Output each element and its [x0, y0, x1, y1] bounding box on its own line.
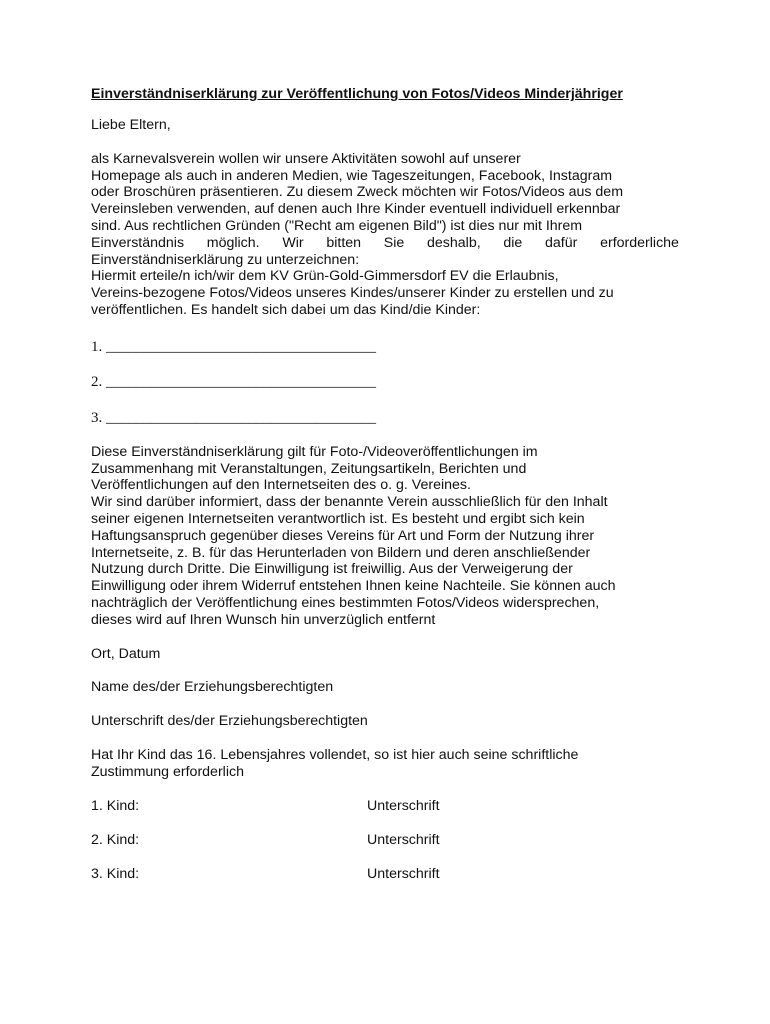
paragraph-line-justified — [91, 235, 679, 252]
paragraph-line: Vereinsleben verwenden, auf denen auch Ihre Kinder eventuell individuell erkennbar — [91, 201, 621, 218]
word: möglich. — [206, 234, 260, 251]
greeting: Liebe Eltern, — [91, 117, 171, 133]
paragraph-line: Wir sind darüber informiert, dass der benannte Verein ausschließlich für den Inhalt — [91, 494, 608, 511]
paragraph-line: Zusammenhang mit Veranstaltungen, Zeitungsartikeln, Berichten und — [91, 460, 527, 477]
kid-label: 2. Kind: — [91, 831, 140, 848]
paragraph-line: veröffentlichen. Es handelt sich dabei um das Kind/die Kinder: — [91, 301, 481, 318]
paragraph-line: Vereins-bezogene Fotos/Videos unseres Kindes/unserer Kinder zu erstellen und zu — [91, 285, 614, 302]
paragraph-line: nachträglich der Veröffentlichung eines bestimmten Fotos/Videos widersprechen, — [91, 594, 600, 611]
paragraph-line: Veröffentlichungen auf den Internetseiten des o. g. Vereines. — [91, 477, 471, 494]
note-line: Hat Ihr Kind das 16. Lebensjahres vollendet, so ist hier auch seine schriftliche — [91, 746, 579, 763]
kid-signature-row-1 — [91, 798, 681, 815]
child-name-line-3[interactable]: 3. ____________________________________ — [91, 409, 376, 426]
paragraph-line: Haftungsanspruch gegenüber dieses Vereins für Art und Form der Nutzung ihrer — [91, 527, 595, 544]
word: deshalb, — [427, 234, 481, 251]
word: dafür — [545, 234, 578, 251]
kid-signature-field[interactable]: Unterschrift — [367, 831, 440, 848]
paragraph-line: Hiermit erteile/n ich/wir dem KV Grün-Gold-Gimmersdorf EV die Erlaubnis, — [91, 268, 559, 285]
paragraph-line: Internetseite, z. B. für das Herunterladen von Bildern und deren anschließender — [91, 544, 591, 561]
paragraph-line: Diese Einverständniserklärung gilt für Foto-/Videoveröffentlichungen im — [91, 443, 538, 460]
word: Sie — [383, 234, 405, 251]
kid-signature-field[interactable]: Unterschrift — [367, 865, 440, 882]
place-date-field[interactable]: Ort, Datum — [91, 645, 161, 662]
kid-label: 3. Kind: — [91, 865, 140, 882]
consent-paragraph — [91, 444, 681, 629]
intro-paragraph — [91, 151, 681, 319]
paragraph-line: als Karnevalsverein wollen wir unsere Aktivitäten sowohl auf unserer — [91, 150, 521, 167]
paragraph-line: oder Broschüren präsentieren. Zu diesem Zweck möchten wir Fotos/Videos aus dem — [91, 184, 624, 201]
paragraph-line: Homepage als auch in anderen Medien, wie Tageszeitungen, Facebook, Instagram — [91, 167, 613, 184]
guardian-signature-field[interactable]: Unterschrift des/der Erziehungsberechtigten — [91, 713, 368, 730]
document-title: Einverständniserklärung zur Veröffentlichung von Fotos/Videos Minderjähriger — [91, 86, 623, 102]
children-list — [91, 338, 681, 427]
word: die — [503, 234, 523, 251]
age-note — [91, 747, 681, 781]
paragraph-line: Einverständniserklärung zu unterzeichnen: — [91, 251, 360, 268]
word: bitten — [326, 234, 362, 251]
note-line: Zustimmung erforderlich — [91, 763, 244, 780]
guardian-name-field[interactable]: Name des/der Erziehungsberechtigten — [91, 679, 334, 696]
kid-label: 1. Kind: — [91, 797, 140, 814]
word: Wir — [282, 234, 304, 251]
word: erforderliche — [600, 234, 679, 251]
word: Einverständnis — [91, 234, 185, 251]
kid-signature-field[interactable]: Unterschrift — [367, 797, 440, 814]
child-name-line-1[interactable]: 1. ____________________________________ — [91, 338, 376, 355]
document-page — [91, 86, 681, 883]
paragraph-line: Einwilligung oder ihrem Widerruf entstehen Ihnen keine Nachteile. Sie können auch — [91, 578, 616, 595]
paragraph-line: sind. Aus rechtlichen Gründen ("Recht am eigenen Bild") ist dies nur mit Ihrem — [91, 217, 583, 234]
paragraph-line: Nutzung durch Dritte. Die Einwilligung ist freiwillig. Aus der Verweigerung der — [91, 561, 573, 578]
paragraph-line: seiner eigenen Internetseiten verantwortlich ist. Es besteht und ergibt sich kein — [91, 510, 585, 527]
kid-signature-row-2 — [91, 832, 681, 849]
kid-signature-row-3 — [91, 866, 681, 883]
paragraph-line: dieses wird auf Ihren Wunsch hin unverzüglich entfernt — [91, 611, 436, 628]
child-name-line-2[interactable]: 2. ____________________________________ — [91, 374, 376, 391]
